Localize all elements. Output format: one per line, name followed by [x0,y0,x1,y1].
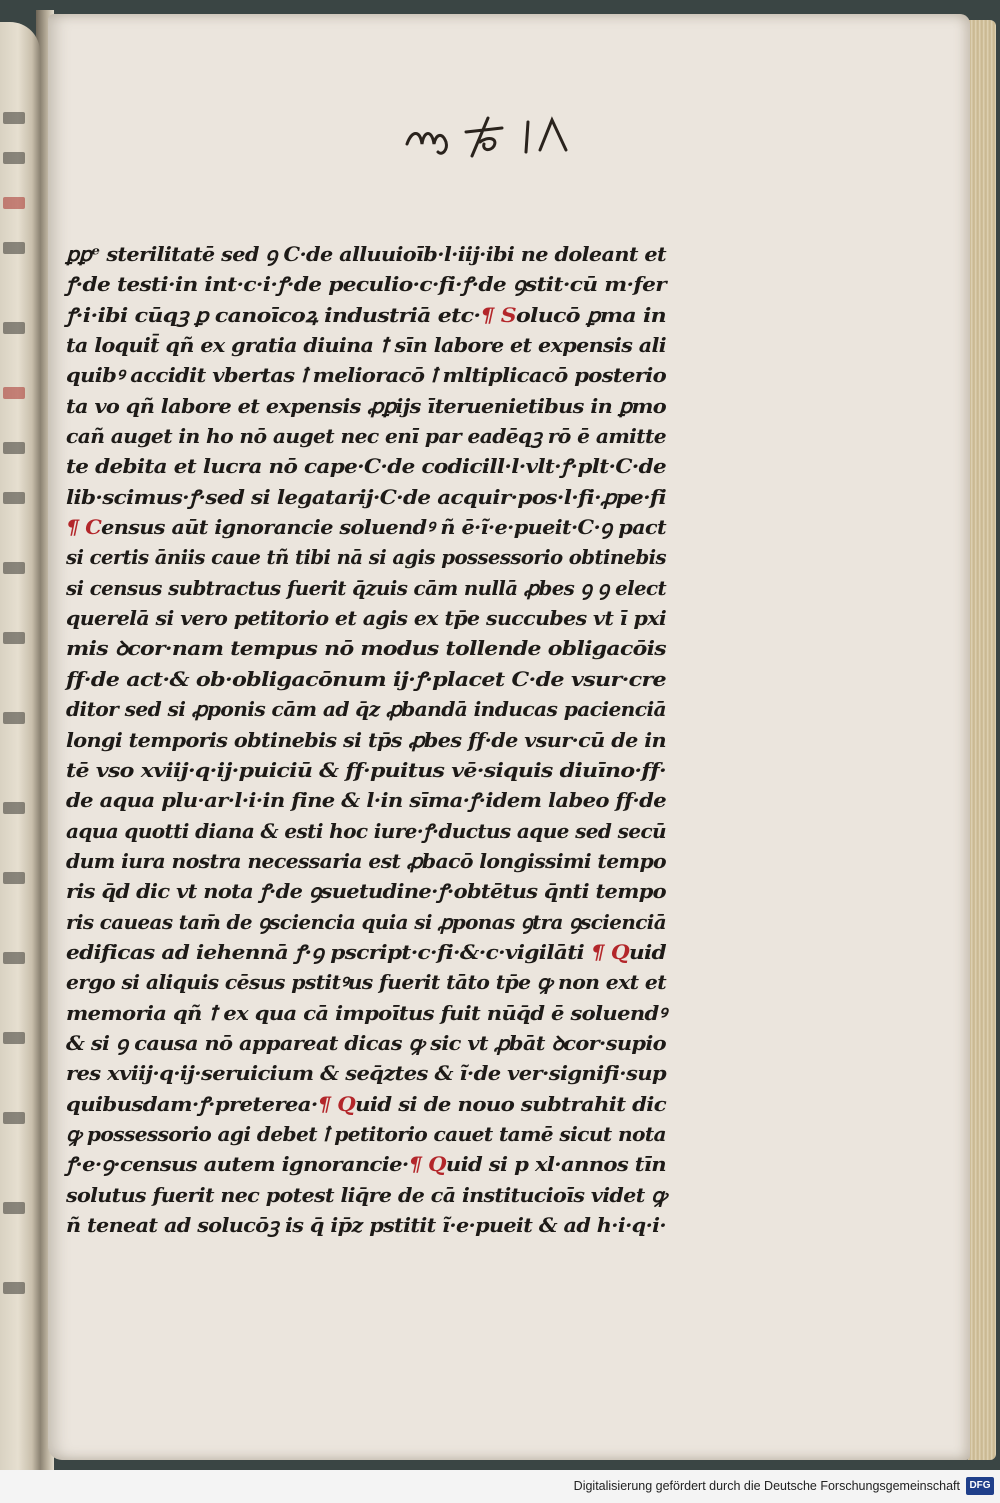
text-line-content: querelā si vero petitorio et agis ex tp̄e succubes vt ī pxi [66,607,666,631]
text-line-content: ꝙ possessorio agi debet ꝉ petitorio cauet tamē sicut nota [66,1122,666,1146]
text-line [66,756,666,786]
text-line [66,483,666,513]
text-line-content: quibusdam·ꝭ·preterea·¶ Quid si de nouo subtrahit dic [66,1092,666,1116]
text-column [66,240,666,1241]
text-line [66,726,666,756]
text-line-content: edificas ad iehennā ꝭ·ꝯ pscript·c·fi·&·c·vigilāti ¶ Quid [66,940,666,964]
text-line-content: ꝭ·e·ꝯ·census autem ignorancie·¶ Quid si p xl·annos tīn [66,1153,666,1177]
text-line-content: de aqua plu·ar·l·i·in fine & l·in sīma·ꝭ·idem labeo ff·de [66,789,666,813]
footer-bar [0,1470,1000,1503]
text-line [66,908,666,938]
text-line [66,665,666,695]
text-line [66,695,666,725]
text-line [66,331,666,361]
text-line [66,786,666,816]
text-line-content: ff·de act·& ob·obligacōnum ij·ꝭ·placet C·de vsur·cre [66,667,666,691]
text-line [66,1090,666,1120]
text-line [66,1120,666,1150]
digitization-credit: Digitalisierung gefördert durch die Deutsche Forschungsgemeinschaft [573,1479,960,1493]
text-line-content: ris q̄d dic vt nota ꝭ·de ꝯsuetudine·ꝭ·obtētus q̄nti tempo [66,880,666,904]
text-line-content: ñ teneat ad solucōꝫ is q̄ ip̄z pstitit ĩ·e·pueit & ad h·i·q·i· [66,1214,666,1237]
text-line [66,938,666,968]
text-line-content: ergo si aliquis cēsus pstitꝰus fuerit tāto tp̄e ꝙ non ext et [66,971,666,995]
dfg-logo: DFG [966,1477,994,1495]
rubric-mark: ¶ S [480,303,516,327]
rubric-mark: ¶ Q [317,1092,356,1116]
text-line [66,452,666,482]
text-line [66,634,666,664]
text-line [66,301,666,331]
rubric-mark: ¶ C [66,516,102,540]
text-line-content: ꝭ·i·ibi cūqꝫ ꝑ canoīcoꝝ industriā etc·¶ Solucō ꝑma in [66,303,666,327]
text-line [66,604,666,634]
text-line [66,270,666,300]
text-line-content: ta loquit̄ qñ ex gratia diuina ꝉ sīn labore et expensis ali [66,334,666,358]
text-line [66,392,666,422]
text-line-content: ꝑꝑᵉ sterilitatē sed ꝯ C·de alluuioīb·l·iij·ibi ne doleant et [66,243,666,266]
text-line-content: tē vso xviij·q·ij·puiciū & ff·puitus vē·siquis diuīno·ff· [66,758,666,782]
text-line [66,513,666,543]
text-line-content: ¶ Census aūt ignorancie soluendꝰ ñ ē·ĩ·e·pueit·C·ꝯ pact [66,516,667,540]
text-line [66,1029,666,1059]
text-line-content: ditor sed si ꝓponis cām ad q̄z ꝓbandā inducas pacienciā [66,698,666,722]
rubric-mark: ¶ Q [590,940,629,964]
page-fore-edge [968,20,996,1460]
text-line-content: res xviij·q·ij·seruicium & seq̄ztes & ĩ·de ver·signifi·sup [66,1062,666,1086]
text-line-content: ta vo qñ labore et expensis ꝓꝑijs īteruenietibus in ꝑmo [66,394,666,418]
text-line-content: cañ auget in ho nō auget nec enī par eadēqꝫ rō ē amitte [66,425,666,449]
text-line [66,1059,666,1089]
text-line-content: lib·scimus·ꝭ·sed si legatarij·C·de acquir·pos·l·fi·ꝓpe·fi [66,485,666,509]
handwritten-folio-note [402,112,602,162]
text-line-content: si certis āniis caue tñ tibi nā si agis possessorio obtinebis [66,546,666,570]
facing-page-edge [0,22,40,1470]
text-line-content: ris caueas tam̄ de ꝯsciencia quia si ꝓponas ꝯtra ꝯscienciā [66,910,666,934]
text-line-content: ꝭ·de testi·in int·c·i·ꝭ·de peculio·c·fi·ꝭ·de ꝯstit·cū m·fer [66,273,666,297]
text-line [66,543,666,573]
text-line [66,361,666,391]
text-line-content: si census subtractus fuerit q̄zuis cām nullā ꝓbes ꝯ ꝯ elect [66,576,666,600]
rubric-mark: ¶ Q [408,1153,446,1177]
text-line [66,968,666,998]
text-line-content: solutus fuerit nec potest liq̄re de cā institucioīs videt ꝙ [66,1183,666,1207]
text-line [66,574,666,604]
text-line-content: longi temporis obtinebis si tp̄s ꝓbes ff·de vsur·cū de in [66,728,667,752]
text-line [66,1211,666,1241]
text-line-content: te debita et lucra nō cape·C·de codicill·l·vlt·ꝭ·plt·C·de [66,455,666,479]
text-line [66,877,666,907]
text-line [66,422,666,452]
text-line [66,1181,666,1211]
text-line [66,847,666,877]
text-line [66,999,666,1029]
text-line-content: quibꝰ accidit vbertas ꝉ melioracō ꝉ mltiplicacō posterio [66,364,666,388]
text-line-content: mis ꝺcor·nam tempus nō modus tollende obligacōis [66,637,666,661]
text-line-content: aqua quotti diana & esti hoc iure·ꝭ·ductus aque sed secū [66,819,666,843]
text-line [66,240,666,270]
text-line [66,817,666,847]
text-line [66,1150,666,1180]
text-line-content: memoria qñ ꝉ ex qua cā impoītus fuit nūq̄d ē soluendꝰ [66,1001,666,1025]
text-line-content: dum iura nostra necessaria est ꝓbacō longissimi tempo [66,849,666,873]
text-line-content: & si ꝯ causa nō appareat dicas ꝙ sic vt ꝓbāt ꝺcor·supio [66,1031,666,1055]
